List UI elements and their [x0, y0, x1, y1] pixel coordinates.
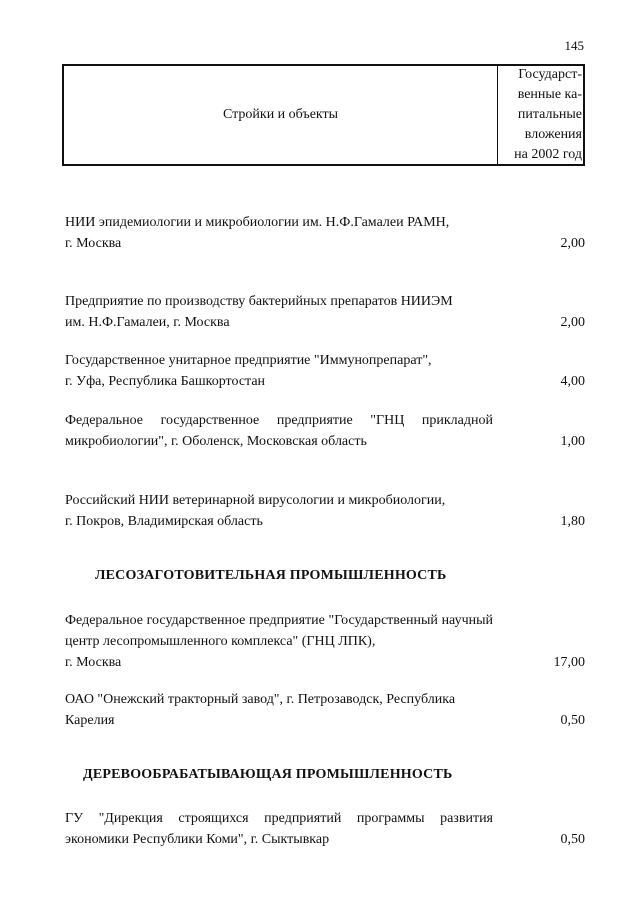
row-value: 0,50 — [560, 713, 585, 728]
column-header-line: питальные — [517, 107, 582, 122]
row-value: 0,50 — [560, 832, 585, 847]
row-value: 4,00 — [560, 374, 585, 389]
table-row — [65, 212, 585, 254]
row-value: 17,00 — [553, 655, 585, 670]
table-row — [65, 291, 585, 333]
column-header-investments — [498, 66, 583, 164]
column-header-line: вложения — [524, 127, 582, 142]
row-description: ГУ "Дирекция строящихся предприятий программы развития экономики Республики Коми", г. Сыктывкар — [65, 811, 493, 847]
row-value: 1,00 — [560, 434, 585, 449]
table-row — [65, 350, 585, 392]
table-row — [65, 410, 585, 452]
row-value: 2,00 — [560, 315, 585, 330]
column-header-line: Государст- — [518, 67, 582, 82]
section-title-logging: ЛЕСОЗАГОТОВИТЕЛЬНАЯ ПРОМЫШЛЕННОСТЬ — [95, 568, 447, 583]
row-description: Федеральное государственное предприятие "ГНЦ прикладной микробиологии", г. Оболенск, Московская область — [65, 413, 493, 449]
row-description: НИИ эпидемиологии и микробиологии им. Н.Ф.Гамалеи РАМН, г. Москва — [65, 215, 450, 251]
table-row — [65, 490, 585, 532]
row-value: 2,00 — [560, 236, 585, 251]
column-header-objects: Стройки и объекты — [64, 66, 498, 164]
column-header-line: на 2002 год — [514, 147, 582, 162]
table-row — [65, 689, 585, 731]
table-row — [65, 610, 585, 673]
row-description: Российский НИИ ветеринарной вирусологии и микробиологии, г. Покров, Владимирская область — [65, 493, 446, 529]
page-number: 145 — [564, 38, 584, 53]
row-description: ОАО "Онежский тракторный завод", г. Петрозаводск, Республика Карелия — [65, 692, 456, 728]
table-row — [65, 808, 585, 850]
row-description: Предприятие по производству бактерийных препаратов НИИЭМ им. Н.Ф.Гамалеи, г. Москва — [65, 294, 453, 330]
section-title-woodworking: ДЕРЕВООБРАБАТЫВАЮЩАЯ ПРОМЫШЛЕННОСТЬ — [83, 767, 453, 782]
column-header-line: венные ка- — [517, 87, 582, 102]
row-value: 1,80 — [560, 514, 585, 529]
row-description: Государственное унитарное предприятие "Иммунопрепарат", г. Уфа, Республика Башкортостан — [65, 353, 432, 389]
row-description: Федеральное государственное предприятие "Государственный научный центр лесопромышленного комплекса" (ГНЦ ЛПК), г. Москва — [65, 613, 493, 670]
table-header — [62, 64, 585, 166]
